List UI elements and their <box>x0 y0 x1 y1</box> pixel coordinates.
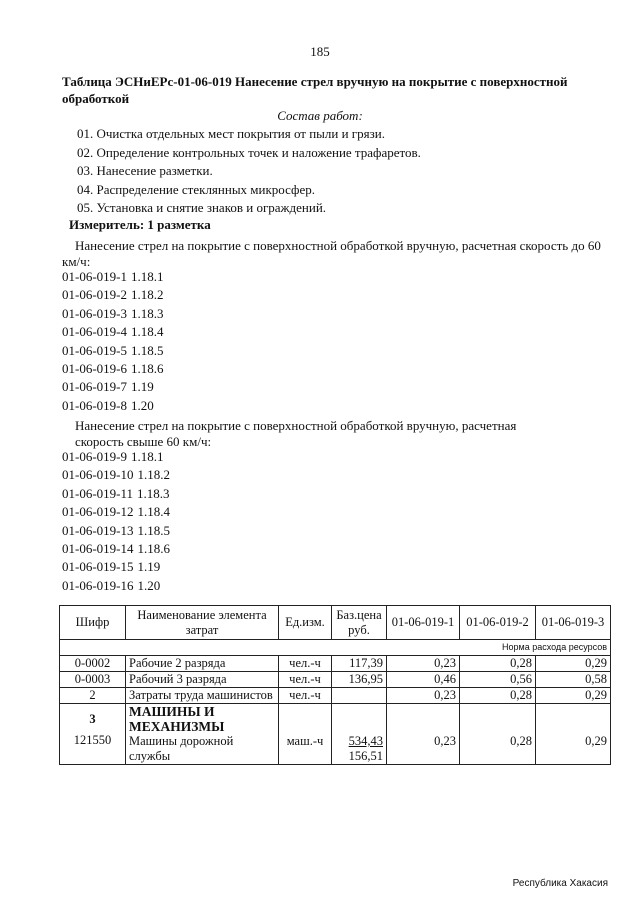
cell-price: 136,95 <box>332 672 387 688</box>
table-row <box>60 672 611 688</box>
code-ref: 1.18.5 <box>131 342 164 358</box>
code-ref: 1.18.2 <box>131 287 164 303</box>
cell-value: 0,28 <box>460 656 536 672</box>
header-col1: 01-06-019-1 <box>387 606 460 640</box>
code-id: 01-06-019-14 <box>62 540 134 556</box>
group1-codes <box>62 268 164 415</box>
resource-table <box>59 605 611 765</box>
header-col3: 01-06-019-3 <box>536 606 611 640</box>
cell-code: 2 <box>60 688 126 704</box>
code-id: 01-06-019-7 <box>62 379 127 395</box>
cell-code: 121550 <box>73 733 112 747</box>
work-item: 05. Установка и снятие знаков и ограждений. <box>77 200 327 215</box>
code-row <box>62 323 164 341</box>
code-id: 01-06-019-6 <box>62 360 127 376</box>
code-ref: 1.18.1 <box>131 449 164 464</box>
code-ref: 1.18.6 <box>137 540 170 556</box>
cell-value: 0,23 <box>387 656 460 672</box>
code-ref: 1.18.2 <box>137 467 170 483</box>
code-id: 01-06-019-10 <box>62 467 134 483</box>
code-id: 01-06-019-3 <box>62 305 127 321</box>
table-header-row <box>60 606 611 640</box>
cell-value: 0,23 <box>387 704 460 765</box>
code-id: 01-06-019-15 <box>62 559 134 575</box>
machines-name-cell <box>126 704 279 765</box>
code-ref: 1.18.6 <box>131 360 164 376</box>
code-row <box>62 286 164 304</box>
code-row <box>62 342 164 360</box>
cell-value: 0,28 <box>460 688 536 704</box>
header-name: Наименование элемента затрат <box>126 606 279 640</box>
code-row <box>62 305 164 323</box>
work-item: 04. Распределение стеклянных микросфер. <box>77 181 315 197</box>
cell-unit: чел.-ч <box>279 656 332 672</box>
code-ref: 1.18.1 <box>131 269 164 284</box>
cell-name: Рабочий 3 разряда <box>126 672 279 688</box>
cell-code: 0-0002 <box>60 656 126 672</box>
code-id: 01-06-019-9 <box>62 449 127 464</box>
group2-codes <box>62 448 170 595</box>
group2-description: Нанесение стрел на покрытие с поверхностной обработкой вручную, расчетная скорость свыше 60 км/ч: <box>75 418 517 449</box>
table-title: Таблица ЭСНиЕРс-01-06-019 Нанесение стрел вручную на покрытие с поверхностной обработкой <box>62 74 568 106</box>
code-id: 01-06-019-5 <box>62 342 127 358</box>
cell-unit: чел.-ч <box>279 688 332 704</box>
cell-unit: маш.-ч <box>279 704 332 765</box>
cell-price: 534,43 <box>348 734 383 748</box>
code-row <box>62 466 170 484</box>
price-cell <box>332 704 387 765</box>
code-ref: 1.18.4 <box>131 324 164 340</box>
code-id: 01-06-019-2 <box>62 287 127 303</box>
cell-price-secondary: 156,51 <box>348 749 383 763</box>
cell-price <box>332 688 387 704</box>
code-ref: 1.20 <box>131 397 154 413</box>
measurer: Измеритель: 1 разметка <box>69 217 211 232</box>
code-ref: 1.18.4 <box>137 504 170 520</box>
cell-value: 0,28 <box>460 704 536 765</box>
cell-unit: чел.-ч <box>279 672 332 688</box>
cell-value: 0,23 <box>387 688 460 704</box>
work-item: 01. Очистка отдельных мест покрытия от пыли и грязи. <box>77 126 385 141</box>
code-id: 01-06-019-13 <box>62 522 134 538</box>
code-ref: 1.18.3 <box>131 305 164 321</box>
cell-name: Рабочие 2 разряда <box>126 656 279 672</box>
code-id: 01-06-019-11 <box>62 485 134 501</box>
cell-value: 0,46 <box>387 672 460 688</box>
code-row <box>62 558 170 576</box>
section-code: 3 <box>89 712 96 726</box>
header-col2: 01-06-019-2 <box>460 606 536 640</box>
code-ref: 1.19 <box>131 379 154 395</box>
table-row <box>60 704 611 765</box>
cell-value: 0,29 <box>536 704 611 765</box>
cell-value: 0,29 <box>536 656 611 672</box>
machines-cell <box>60 704 126 765</box>
code-ref: 1.19 <box>137 559 161 575</box>
norm-label: Норма расхода ресурсов <box>60 640 611 656</box>
code-ref: 1.20 <box>137 577 161 593</box>
cell-name: Затраты труда машинистов <box>126 688 279 704</box>
code-row <box>62 397 164 415</box>
code-row <box>62 577 170 595</box>
page-number: 185 <box>310 44 330 59</box>
code-row <box>62 448 170 466</box>
cell-value: 0,29 <box>536 688 611 704</box>
code-row <box>62 485 170 503</box>
code-id: 01-06-019-4 <box>62 324 127 340</box>
code-ref: 1.18.3 <box>137 485 170 501</box>
header-unit: Ед.изм. <box>279 606 332 640</box>
norm-row <box>60 640 611 656</box>
code-ref: 1.18.5 <box>137 522 170 538</box>
code-id: 01-06-019-12 <box>62 504 134 520</box>
footer-region: Республика Хакасия <box>512 878 608 889</box>
group1-description: Нанесение стрел на покрытие с поверхностной обработкой вручную, расчетная скорость до 60 км/ч: <box>62 238 601 269</box>
work-item: 02. Определение контрольных точек и наложение трафаретов. <box>77 144 421 160</box>
header-price: Баз.цена руб. <box>332 606 387 640</box>
code-row <box>62 378 164 396</box>
table-row <box>60 688 611 704</box>
work-item: 03. Нанесение разметки. <box>77 163 213 178</box>
code-row <box>62 503 170 521</box>
cell-value: 0,58 <box>536 672 611 688</box>
composition-heading: Состав работ: <box>277 108 363 123</box>
works-list <box>77 125 421 218</box>
cell-value: 0,56 <box>460 672 536 688</box>
section-title: МАШИНЫ И МЕХАНИЗМЫ <box>129 704 225 734</box>
header-code: Шифр <box>60 606 126 640</box>
cell-code: 0-0003 <box>60 672 126 688</box>
cell-name: Машины дорожной службы <box>129 734 234 763</box>
code-id: 01-06-019-16 <box>62 577 134 593</box>
code-row <box>62 522 170 540</box>
code-row <box>62 360 164 378</box>
cell-price: 117,39 <box>332 656 387 672</box>
code-id: 01-06-019-8 <box>62 397 127 413</box>
code-row <box>62 268 164 286</box>
code-id: 01-06-019-1 <box>62 269 127 284</box>
code-row <box>62 540 170 558</box>
table-row <box>60 656 611 672</box>
